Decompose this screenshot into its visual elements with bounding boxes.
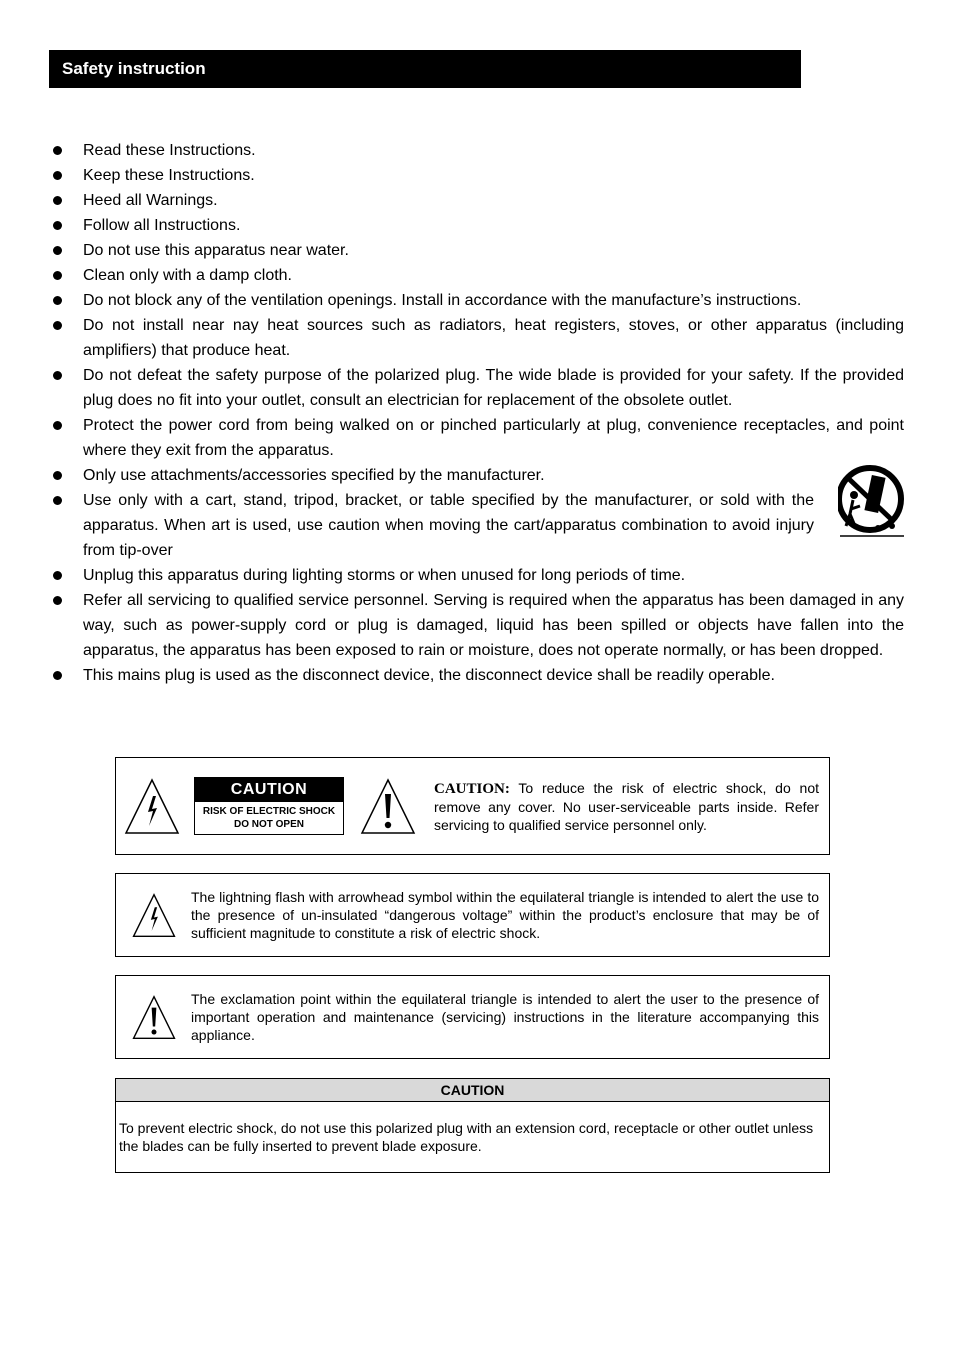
lightning-warning-icon xyxy=(132,893,176,938)
list-item: Heed all Warnings. xyxy=(50,188,904,213)
list-item: Use only with a cart, stand, tripod, bracket, or table specified by the manufacturer, or sold with the apparatus. When art is used, use caution when moving the cart/apparatus combination to avoid injury from tip-over xyxy=(50,488,904,563)
bullet-icon xyxy=(53,321,62,330)
caution-panel xyxy=(115,757,830,855)
list-item: Do not defeat the safety purpose of the polarized plug. The wide blade is provided for your safety. If the provided plug does no fit into your outlet, consult an electrician for replacement of the obsolete outlet. xyxy=(50,363,904,413)
caution-label-line1: RISK OF ELECTRIC SHOCK xyxy=(202,806,336,817)
bullet-icon xyxy=(53,246,62,255)
caution-text: CAUTION: To reduce the risk of electric shock, do not remove any cover. No user-serviceable parts inside. Refer servicing to qualified service personnel only. xyxy=(434,780,819,833)
bullet-icon xyxy=(53,471,62,480)
list-item: Only use attachments/accessories specified by the manufacturer. xyxy=(50,463,904,488)
lightning-explanation-text: The lightning flash with arrowhead symbol within the equilateral triangle is intended to alert the use to the presence of un-insulated “dangerous voltage” within the product’s enclosure that may be of sufficient magnitude to constitute a risk of electric shock. xyxy=(191,889,819,941)
caution-label-line2: DO NOT OPEN xyxy=(233,819,304,830)
bullet-icon xyxy=(53,671,62,680)
bullet-icon xyxy=(53,146,62,155)
plug-caution-text: To prevent electric shock, do not use this polarized plug with an extension cord, receptacle or other outlet unless the blades can be fully inserted to prevent blade exposure. xyxy=(119,1120,814,1154)
caution-label-title: CAUTION xyxy=(195,778,343,802)
list-item: Follow all Instructions. xyxy=(50,213,904,238)
exclamation-explanation-text: The exclamation point within the equilateral triangle is intended to alert the user to the presence of important operation and maintenance (servicing) instructions in the literature accompanying this appliance. xyxy=(191,991,819,1043)
bullet-icon xyxy=(53,496,62,505)
exclamation-explanation-panel xyxy=(115,975,830,1059)
caution-label xyxy=(194,777,344,835)
instruction-list xyxy=(50,138,904,688)
bullet-icon xyxy=(53,171,62,180)
bullet-icon xyxy=(53,221,62,230)
exclamation-warning-icon xyxy=(360,778,416,835)
plug-caution-panel xyxy=(115,1078,830,1173)
list-item: Unplug this apparatus during lighting storms or when unused for long periods of time. xyxy=(50,563,904,588)
list-item: Keep these Instructions. xyxy=(50,163,904,188)
bullet-icon xyxy=(53,271,62,280)
list-item: This mains plug is used as the disconnect device, the disconnect device shall be readily operable. xyxy=(50,663,904,688)
page-title: Safety instruction xyxy=(49,50,801,88)
list-item: Protect the power cord from being walked on or pinched particularly at plug, convenience receptacles, and point where they exit from the apparatus. xyxy=(50,413,904,463)
bullet-icon xyxy=(53,296,62,305)
list-item: Do not use this apparatus near water. xyxy=(50,238,904,263)
list-item: Refer all servicing to qualified service personnel. Serving is required when the apparatus has been damaged in any way, such as power-supply cord or plug is damaged, liquid has been spilled or objects have fallen into the apparatus, the apparatus has been exposed to rain or moisture, does not operate normally, or has been dropped. xyxy=(50,588,904,663)
bullet-icon xyxy=(53,421,62,430)
lightning-explanation-panel xyxy=(115,873,830,957)
list-item: Clean only with a damp cloth. xyxy=(50,263,904,288)
cart-tipover-warning-icon xyxy=(838,462,906,538)
list-item: Do not install near nay heat sources such as radiators, heat registers, stoves, or other apparatus (including amplifiers) that produce heat. xyxy=(50,313,904,363)
lightning-warning-icon xyxy=(124,778,180,835)
exclamation-warning-icon xyxy=(132,995,176,1040)
bullet-icon xyxy=(53,571,62,580)
list-item: Do not block any of the ventilation openings. Install in accordance with the manufacture’s instructions. xyxy=(50,288,904,313)
bullet-icon xyxy=(53,371,62,380)
bullet-icon xyxy=(53,196,62,205)
plug-caution-title: CAUTION xyxy=(116,1079,829,1102)
bullet-icon xyxy=(53,596,62,605)
list-item: Read these Instructions. xyxy=(50,138,904,163)
